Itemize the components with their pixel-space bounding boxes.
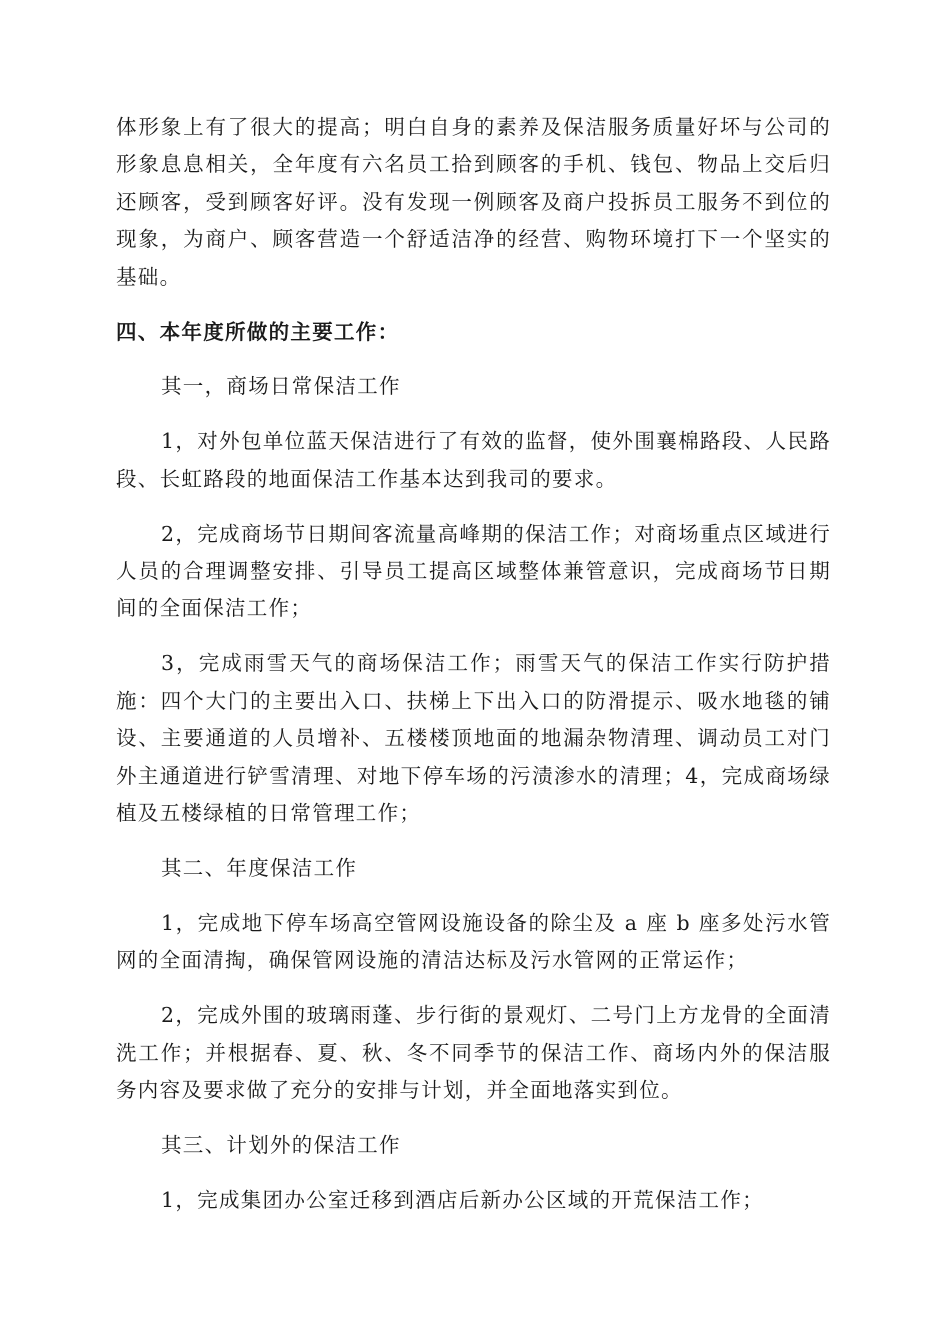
part1-item-1: 1，对外包单位蓝天保洁进行了有效的监督，使外围襄棉路段、人民路段、长虹路段的地面保洁工作基本达到我司的要求。: [116, 429, 831, 491]
section-heading: 四、本年度所做的主要工作：: [116, 319, 400, 344]
part2-item-2: 2，完成外围的玻璃雨蓬、步行街的景观灯、二号门上方龙骨的全面清洗工作；并根据春、夏、秋、冬不同季节的保洁工作、商场内外的保洁服务内容及要求做了充分的安排与计划，并全面地落实到位。: [116, 1003, 831, 1102]
part1-title: 其一，商场日常保洁工作: [161, 374, 401, 399]
part1-item-3: 3，完成雨雪天气的商场保洁工作；雨雪天气的保洁工作实行防护措施：四个大门的主要出入口、扶梯上下出入口的防滑提示、吸水地毯的铺设、主要通道的人员增补、五楼楼顶地面的地漏杂物清理、调动员工对门外主通道进行铲雪清理、对地下停车场的污渍渗水的清理；4，完成商场绿植及五楼绿植的日常管理工作；: [116, 651, 831, 825]
intro-paragraph: 体形象上有了很大的提高；明白自身的素养及保洁服务质量好坏与公司的形象息息相关，全年度有六名员工拾到顾客的手机、钱包、物品上交后归还顾客，受到顾客好评。没有发现一例顾客及商户投拆员工服务不到位的现象，为商户、顾客营造一个舒适洁净的经营、购物环境打下一个坚实的基础。: [116, 115, 831, 289]
part2-title: 其二、年度保洁工作: [161, 855, 358, 880]
part2-item-1: 1，完成地下停车场高空管网设施设备的除尘及 a 座 b 座多处污水管网的全面清掏，确保管网设施的清洁达标及污水管网的正常运作；: [116, 910, 831, 973]
document-body: [116, 109, 831, 1237]
part3-item-1: 1，完成集团办公室迁移到酒店后新办公区域的开荒保洁工作；: [161, 1187, 764, 1212]
part1-item-2: 2，完成商场节日期间客流量高峰期的保洁工作；对商场重点区域进行人员的合理调整安排、引导员工提高区域整体兼管意识，完成商场节日期间的全面保洁工作；: [116, 521, 831, 621]
part3-title: 其三、计划外的保洁工作: [161, 1132, 401, 1157]
